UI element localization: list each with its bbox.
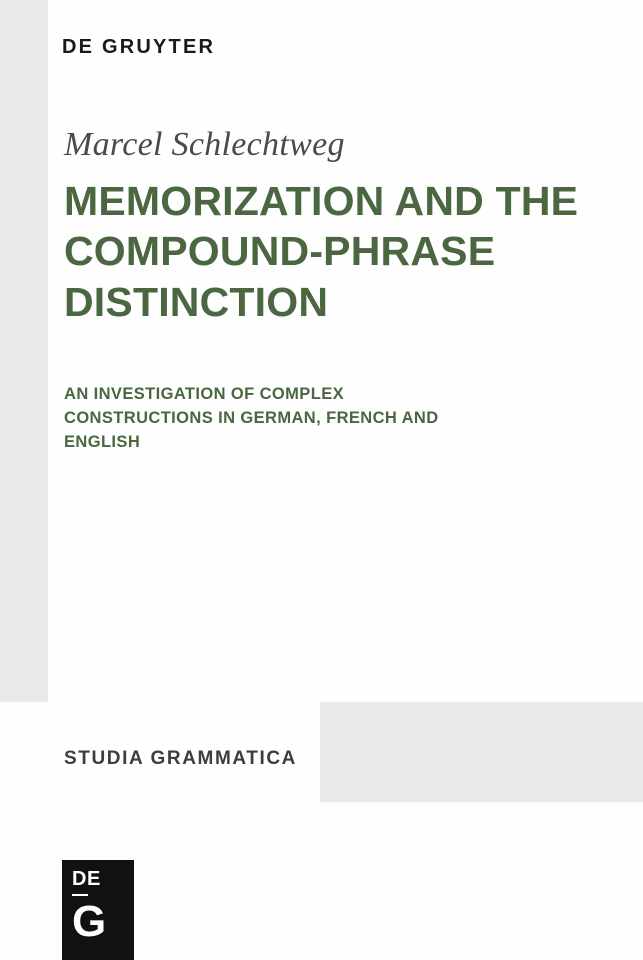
book-subtitle: AN INVESTIGATION OF COMPLEX CONSTRUCTIONS IN GERMAN, FRENCH AND ENGLISH	[64, 385, 439, 451]
logo-bottom-text: G	[72, 897, 107, 946]
publisher-wordmark: DE GRUYTER	[62, 36, 216, 58]
main-white-panel	[48, 0, 643, 702]
book-title: MEMORIZATION AND THE COMPOUND-PHRASE DISTINCTION	[64, 178, 579, 325]
de-gruyter-logo	[62, 860, 134, 960]
logo-divider	[72, 894, 88, 896]
series-name: STUDIA GRAMMATICA	[64, 748, 298, 769]
logo-top-text: DE	[72, 868, 101, 890]
author-name: Marcel Schlechtweg	[64, 126, 345, 163]
